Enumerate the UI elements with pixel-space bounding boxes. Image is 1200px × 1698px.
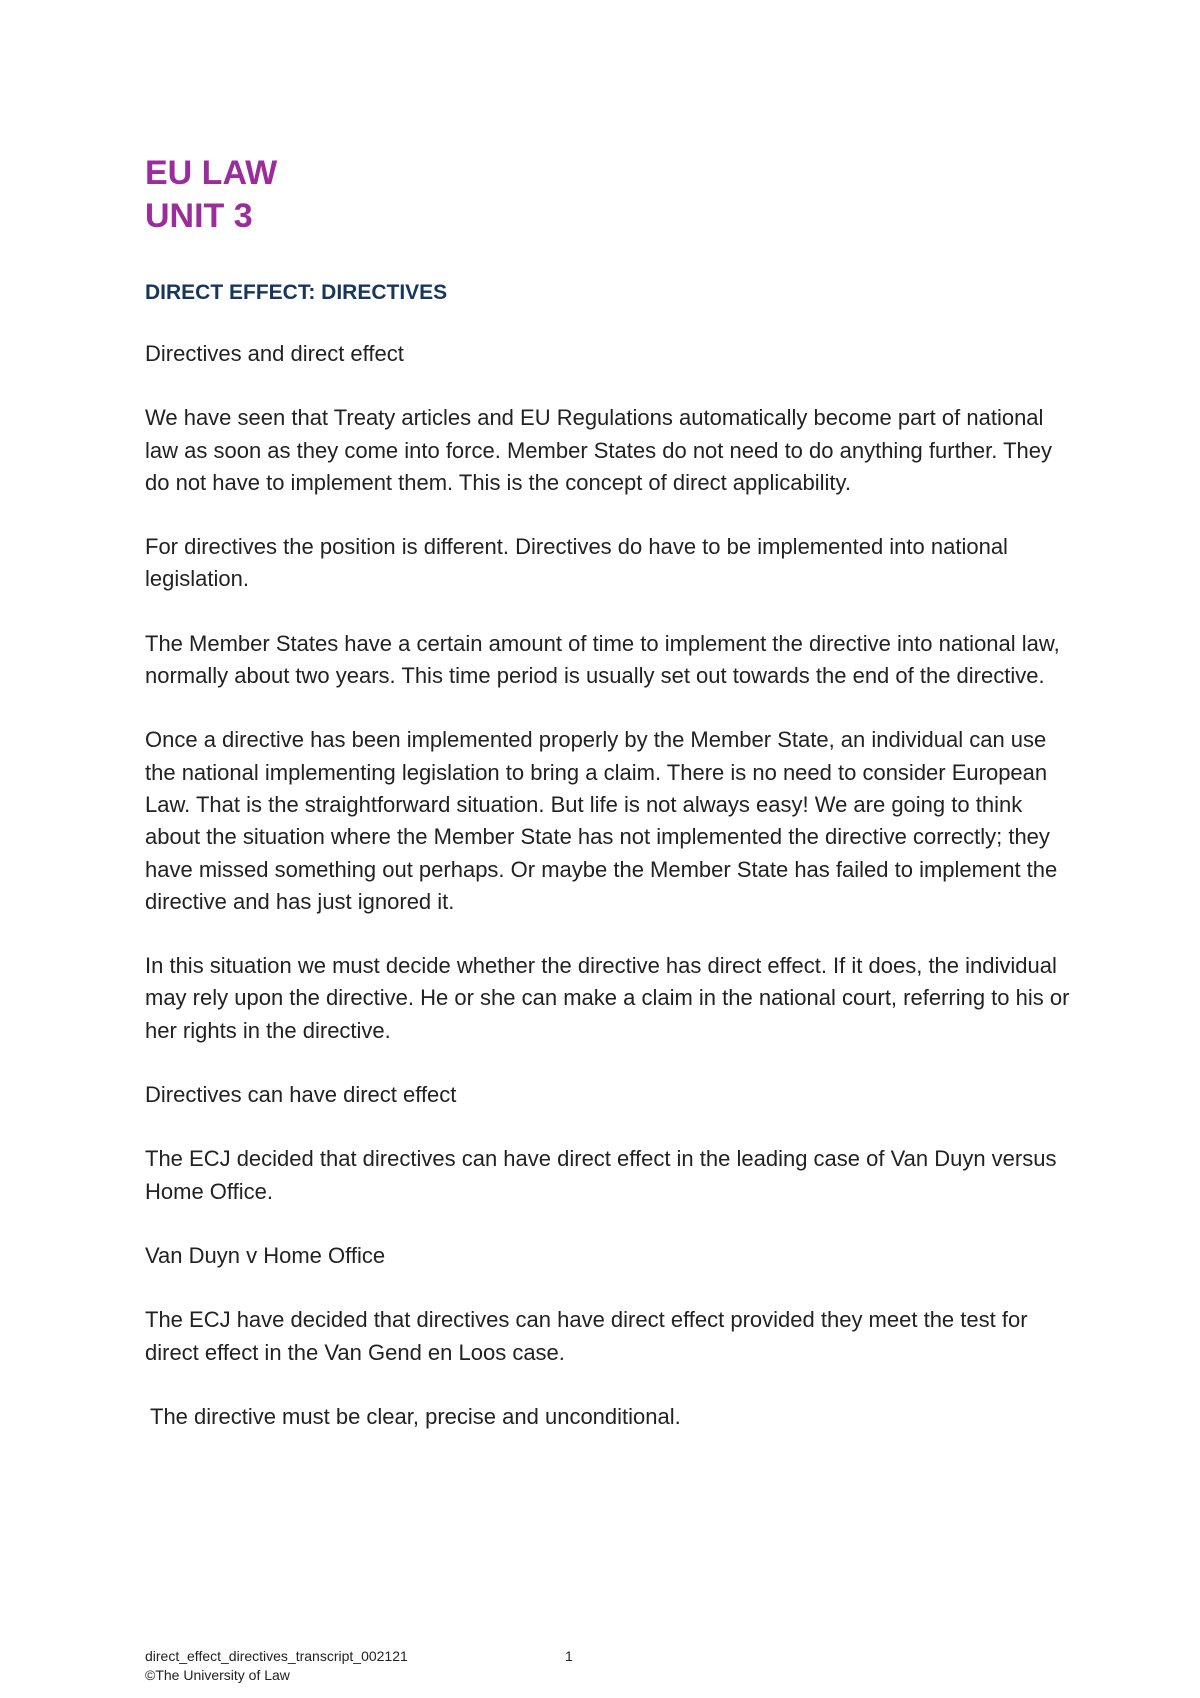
case-name-van-duyn: Van Duyn v Home Office xyxy=(145,1242,386,1268)
footer-page-number: 1 xyxy=(565,1648,573,1664)
footer-copyright: ©The University of Law xyxy=(145,1667,290,1683)
subheading-directives-can-have-direct-effect: Directives can have direct effect xyxy=(145,1082,457,1108)
paragraph-direct-applicability: We have seen that Treaty articles and EU Regulations automatically become part of national law as soon as they come into force. Member States do not need to do anything further. They do not have to implement them. This is the concept of direct applicability. xyxy=(145,405,1053,495)
paragraph-ecj-leading-case: The ECJ decided that directives can have direct effect in the leading case of Van Duyn versus Home Office. xyxy=(145,1146,1057,1204)
paragraph-directives-position: For directives the position is different. Directives do have to be implemented into national legislation. xyxy=(145,534,1008,592)
paragraph-implementation-time: The Member States have a certain amount of time to implement the directive into national law, normally about two years. This time period is usually set out towards the end of the directive. xyxy=(145,630,1060,689)
footer-filename: direct_effect_directives_transcript_002121 xyxy=(145,1648,408,1664)
paragraph-direct-effect-decision: In this situation we must decide whether the directive has direct effect. If it does, the individual may rely upon the directive. He or she can make a claim in the national court, referring to his or her rights in the directive. xyxy=(145,953,1070,1043)
section-heading: DIRECT EFFECT: DIRECTIVES xyxy=(145,281,448,304)
paragraph-implemented-properly: Once a directive has been implemented properly by the Member State, an individual can use the national implementing legislation to bring a claim. There is no need to consider European Law. That is the straightforward situation. But life is not always easy! We are going to think about the situation where the Member State has not implemented the directive correctly; they have missed something out perhaps. Or maybe the Member State has failed to implement the directive and has just ignored it. xyxy=(145,727,1058,914)
subheading-directives-and-direct-effect: Directives and direct effect xyxy=(145,341,404,366)
title-line-2: UNIT 3 xyxy=(145,197,253,235)
page-footer xyxy=(145,1647,745,1685)
document-body xyxy=(145,152,1075,1433)
paragraph-van-gend-en-loos-test: The ECJ have decided that directives can have direct effect provided they meet the test for direct effect in the Van Gend en Loos case. xyxy=(145,1307,1028,1365)
title-line-1: EU LAW xyxy=(145,154,278,192)
paragraph-clear-precise-unconditional: The directive must be clear, precise and unconditional. xyxy=(150,1403,681,1429)
